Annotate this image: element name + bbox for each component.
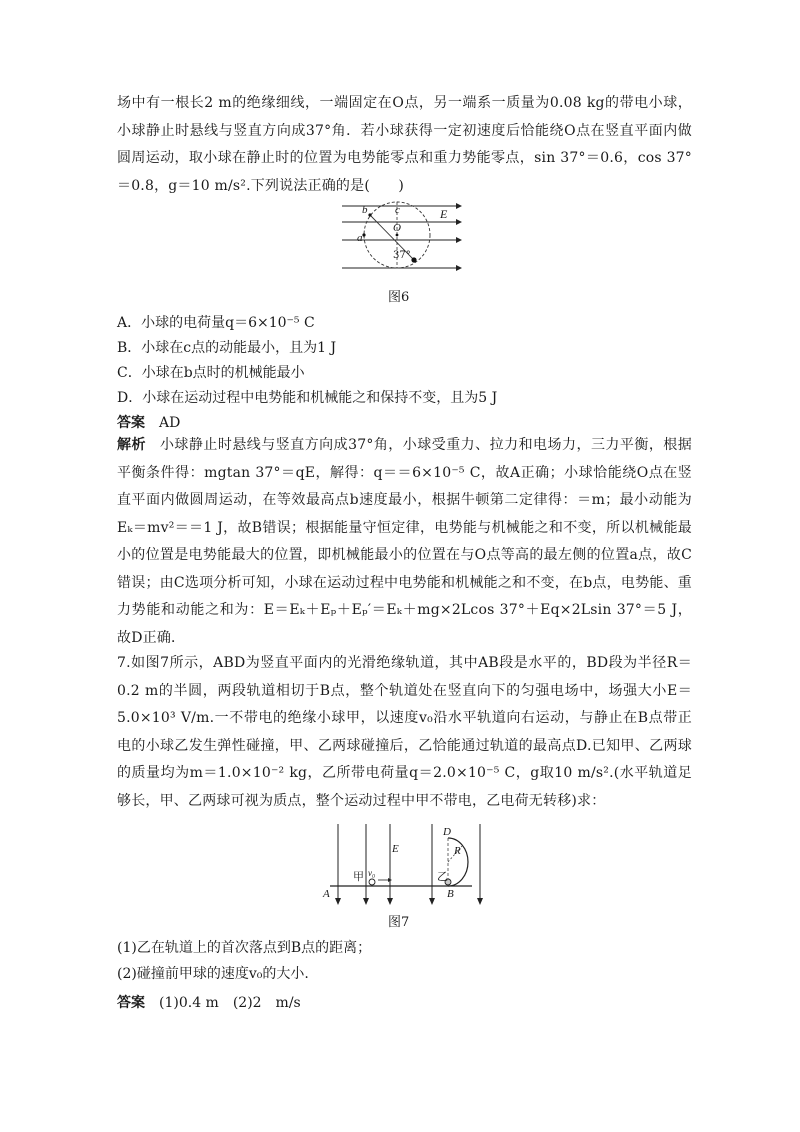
question-2: (2)碰撞前甲球的速度v₀的大小. xyxy=(117,966,309,982)
option-a: A．小球的电荷量q＝6×10⁻⁵ C xyxy=(117,315,315,331)
problem6-text: 场中有一根长2 m的绝缘细线，一端固定在O点，另一端系一质量为0.08 kg的带电小球，小球静止时悬线与竖直方向成37°角．若小球获得一定初速度后恰能绕O点在竖直平面内做圆周运动，取小球在静止时的位置为电势能零点和重力势能零点，sin 37°＝0.6，cos 37°＝0.8，g＝10 m/s².下列说法正确的是( ) xyxy=(117,95,692,194)
ball-jia xyxy=(369,879,375,885)
point-d-label: D xyxy=(443,826,451,838)
jia-label: 甲 xyxy=(353,870,364,883)
analysis-text: 小球静止时悬线与竖直方向成37°角，小球受重力、拉力和电场力，三力平衡，根据平衡条件得：mgtan 37°＝qE，解得：q＝＝6×10⁻⁵ C，故A正确；小球恰能绕O点在竖直平面内做圆周运动，在等效最高点b速度最小，根据牛顿第二定律得：＝m；最小动能为Eₖ＝mv²＝＝1 J，故B错误；根据能量守恒定律，电势能与机械能之和不变，所以机械能最小的位置是电势能最大的位置，即机械能最小的位置在与O点等高的最左侧的位置a点，故C错误；由C选项分析可知，小球在运动过程中电势能和机械能之和不变，在b点，电势能、重力势能和动能之和为：E＝Eₖ＋Eₚ＋Eₚ′＝Eₖ＋mg×2Lcos 37°＋Eq×2Lsin 37°＝5 J，故D正确． xyxy=(117,437,692,646)
point-b7-label: B xyxy=(447,888,454,900)
charged-ball xyxy=(411,257,416,262)
point-a-label: a xyxy=(357,232,363,244)
figure-7-caption: 图7 xyxy=(388,915,410,930)
analysis-6 xyxy=(117,432,692,652)
answer7-label: 答案 xyxy=(117,995,145,1011)
analysis-label: 解析 xyxy=(117,437,146,453)
option-d: D．小球在运动过程中电势能和机械能之和保持不变，且为5 J xyxy=(117,390,498,406)
answer-6 xyxy=(117,412,180,432)
question-1: (1)乙在轨道上的首次落点到B点的距离； xyxy=(117,940,372,956)
option-b: B．小球在c点的动能最小，且为1 J xyxy=(117,340,337,356)
point-a7-label: A xyxy=(323,888,330,900)
figure-7-diagram xyxy=(320,824,492,906)
answer-label: 答案 xyxy=(117,415,145,431)
option-c: C．小球在b点时的机械能最小 xyxy=(117,365,305,381)
field-label-7: E xyxy=(392,843,399,855)
point-b-label: b xyxy=(362,204,368,216)
angle-label: 37° xyxy=(393,250,411,261)
radius-label: R xyxy=(454,845,461,857)
figure-6-caption: 图6 xyxy=(388,290,410,305)
point-o-label: O xyxy=(393,222,401,234)
answer-7 xyxy=(117,992,301,1012)
answer-value: AD xyxy=(159,415,181,431)
field-label: E xyxy=(440,207,448,221)
problem7-text: 7.如图7所示，ABD为竖直平面内的光滑绝缘轨道，其中AB段是水平的，BD段为半径R＝0.2 m的半圆，两段轨道相切于B点，整个轨道处在竖直向下的匀强电场中，场强大小E＝5.0×10³ V/m.一不带电的绝缘小球甲，以速度v₀沿水平轨道向右运动，与静止在B点带正电的小球乙发生弹性碰撞，甲、乙两球碰撞后，乙恰能通过轨道的最高点D.已知甲、乙两球的质量均为m＝1.0×10⁻² kg，乙所带电荷量q＝2.0×10⁻⁵ C，g取10 m/s².(水平轨道足够长，甲、乙两球可视为质点，整个运动过程中甲不带电，乙电荷无转移)求： xyxy=(117,655,692,809)
answer7-value: (1)0.4 m (2)2 m/s xyxy=(159,995,301,1011)
point-c-label: c xyxy=(395,204,400,216)
yi-label: 乙 xyxy=(437,870,448,883)
v0-label: v₀ xyxy=(368,868,376,878)
